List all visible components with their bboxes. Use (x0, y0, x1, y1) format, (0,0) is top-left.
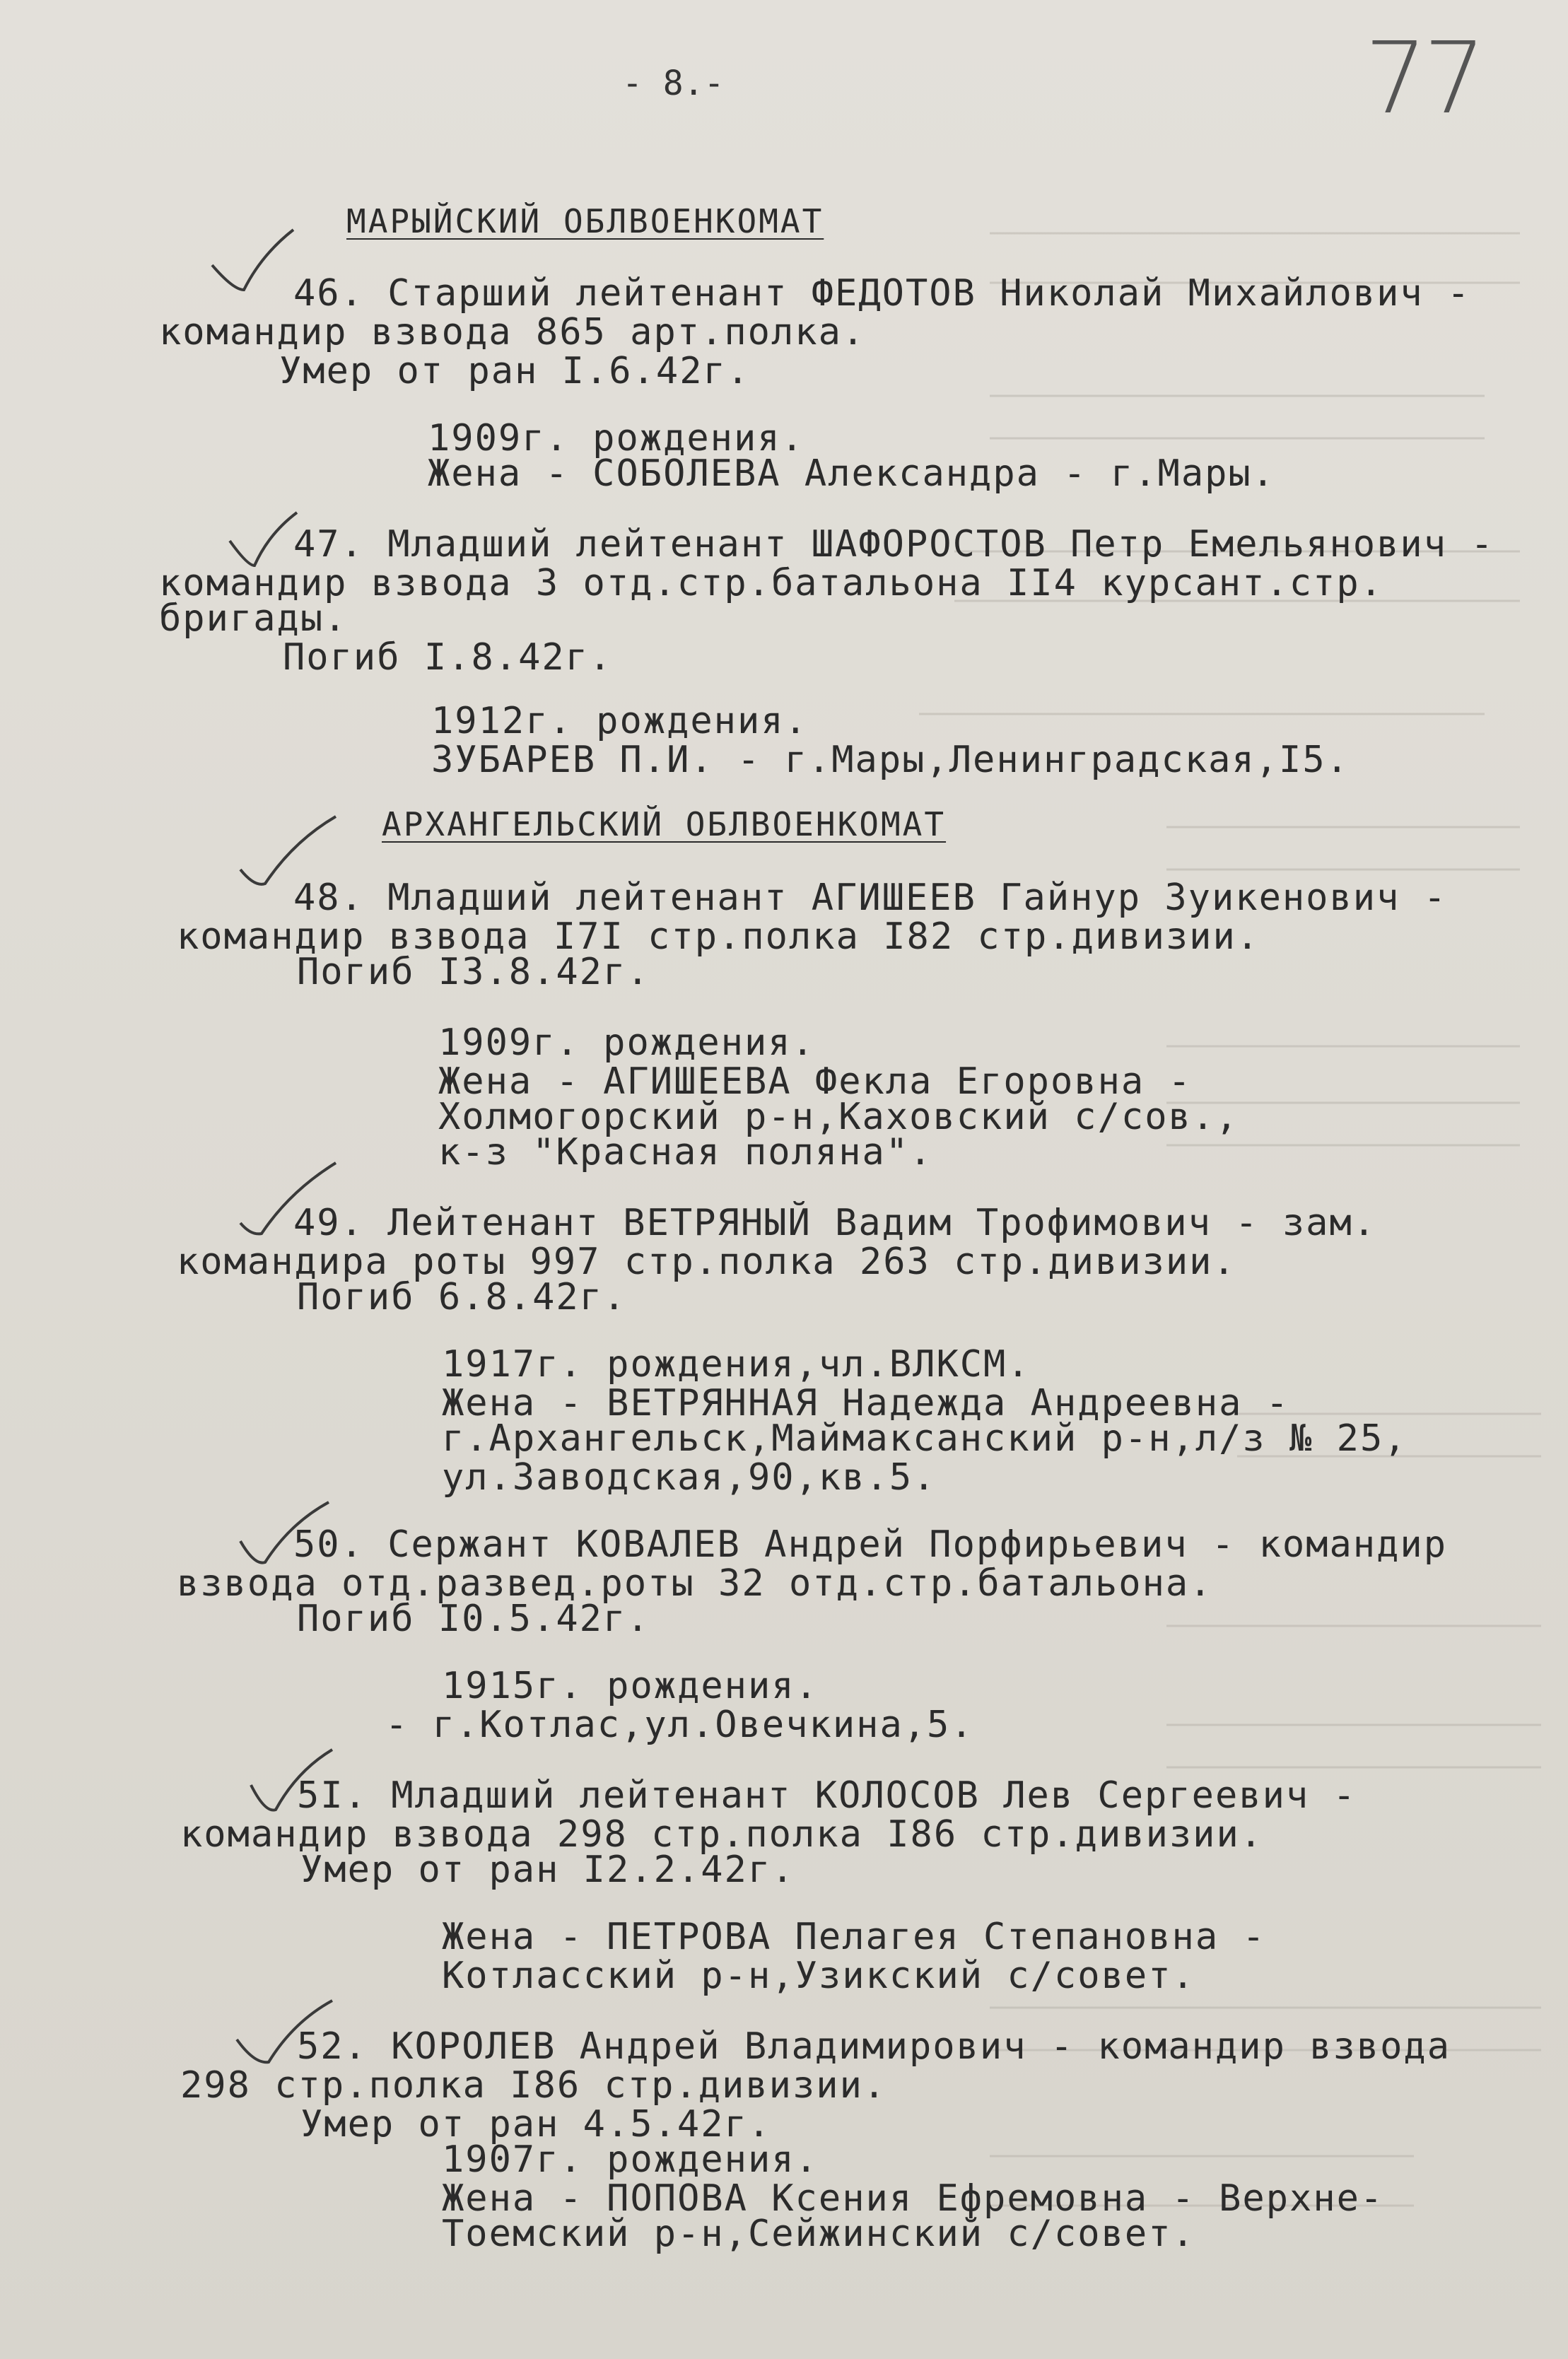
checkmark-icon (205, 226, 297, 297)
entry-line: 298 стр.полка I86 стр.дивизии. (180, 2064, 887, 2107)
entry-line: 1907г. рождения. (442, 2138, 819, 2181)
entry-line: 1912г. рождения. (431, 700, 808, 742)
entry-line: 48. Младший лейтенант АГИШЕЕВ Гайнур Зуикенович - (293, 877, 1448, 919)
entry-line: - г.Котлас,ул.Овечкина,5. (385, 1704, 974, 1746)
page-number: - 8.- (622, 64, 725, 103)
entry-line: командир взвода 865 арт.полка. (159, 311, 866, 353)
entry-line: Погиб I.8.42г. (283, 636, 613, 679)
entry-line: командира роты 997 стр.полка 263 стр.дивизии. (177, 1241, 1236, 1283)
entry-line: Холмогорский р-н,Каховский с/сов., (438, 1096, 1239, 1138)
entry-line: командир взвода 298 стр.полка I86 стр.дивизии. (180, 1813, 1264, 1856)
entry-line: 1917г. рождения,чл.ВЛКСМ. (442, 1343, 1031, 1386)
entry-line: 49. Лейтенант ВЕТРЯНЫЙ Вадим Трофимович - зам. (293, 1202, 1377, 1244)
section-heading-mary: МАРЫЙСКИЙ ОБЛВОЕНКОМАТ (346, 202, 824, 240)
entry-line: ЗУБАРЕВ П.И. - г.Мары,Ленинградская,I5. (431, 739, 1350, 781)
entry-line: Погиб I3.8.42г. (297, 951, 650, 993)
entry-line: 47. Младший лейтенант ШАФОРОСТОВ Петр Емельянович - (293, 523, 1494, 566)
entry-line: Тоемский р-н,Сейжинский с/совет. (442, 2213, 1195, 2255)
entry-line: Умер от ран 4.5.42г. (300, 2103, 772, 2146)
entry-line: Умер от ран I2.2.42г. (300, 1849, 795, 1891)
entry-line: г.Архангельск,Маймаксанский р-н,л/з № 25, (442, 1417, 1408, 1460)
entry-line: Котласский р-н,Узикский с/совет. (442, 1955, 1195, 1997)
entry-line: взвода отд.развед.роты 32 отд.стр.батальона. (177, 1562, 1213, 1605)
entry-line: 52. КОРОЛЕВ Андрей Владимирович - командир взвода (297, 2025, 1451, 2068)
entry-line: Жена - ПЕТРОВА Пелагея Степановна - (442, 1916, 1266, 1958)
entry-line: бригады. (159, 597, 348, 640)
entry-line: Погиб I0.5.42г. (297, 1598, 650, 1640)
entry-line: 1915г. рождения. (442, 1665, 819, 1707)
entry-line: Погиб 6.8.42г. (297, 1276, 627, 1318)
entry-line: 1909г. рождения. (428, 417, 805, 459)
entry-line: 1909г. рождения. (438, 1022, 815, 1064)
entry-line: 5I. Младший лейтенант КОЛОСОВ Лев Сергеевич - (297, 1774, 1357, 1817)
entry-line: Жена - ПОПОВА Ксения Ефремовна - Верхне- (442, 2177, 1384, 2220)
section-heading-arkhangelsk: АРХАНГЕЛЬСКИЙ ОБЛВОЕНКОМАТ (382, 805, 947, 843)
entry-line: к-з "Красная поляна". (438, 1131, 933, 1173)
entry-line: командир взвода 3 отд.стр.батальона II4 курсант.стр. (159, 562, 1383, 604)
entry-line: Умер от ран I.6.42г. (279, 350, 751, 392)
entry-line: 46. Старший лейтенант ФЕДОТОВ Николай Михайлович - (293, 272, 1471, 315)
entry-line: Жена - АГИШЕЕВА Фекла Егоровна - (438, 1060, 1192, 1103)
entry-line: Жена - ВЕТРЯННАЯ Надежда Андреевна - (442, 1382, 1290, 1424)
entry-line: ул.Заводская,90,кв.5. (442, 1456, 937, 1499)
entry-line: 50. Сержант КОВАЛЕВ Андрей Порфирьевич - командир (293, 1523, 1448, 1566)
entry-line: командир взвода I7I стр.полка I82 стр.дивизии. (177, 915, 1260, 958)
archive-number: 77 (1364, 21, 1482, 136)
entry-line: Жена - СОБОЛЕВА Александра - г.Мары. (428, 452, 1276, 495)
